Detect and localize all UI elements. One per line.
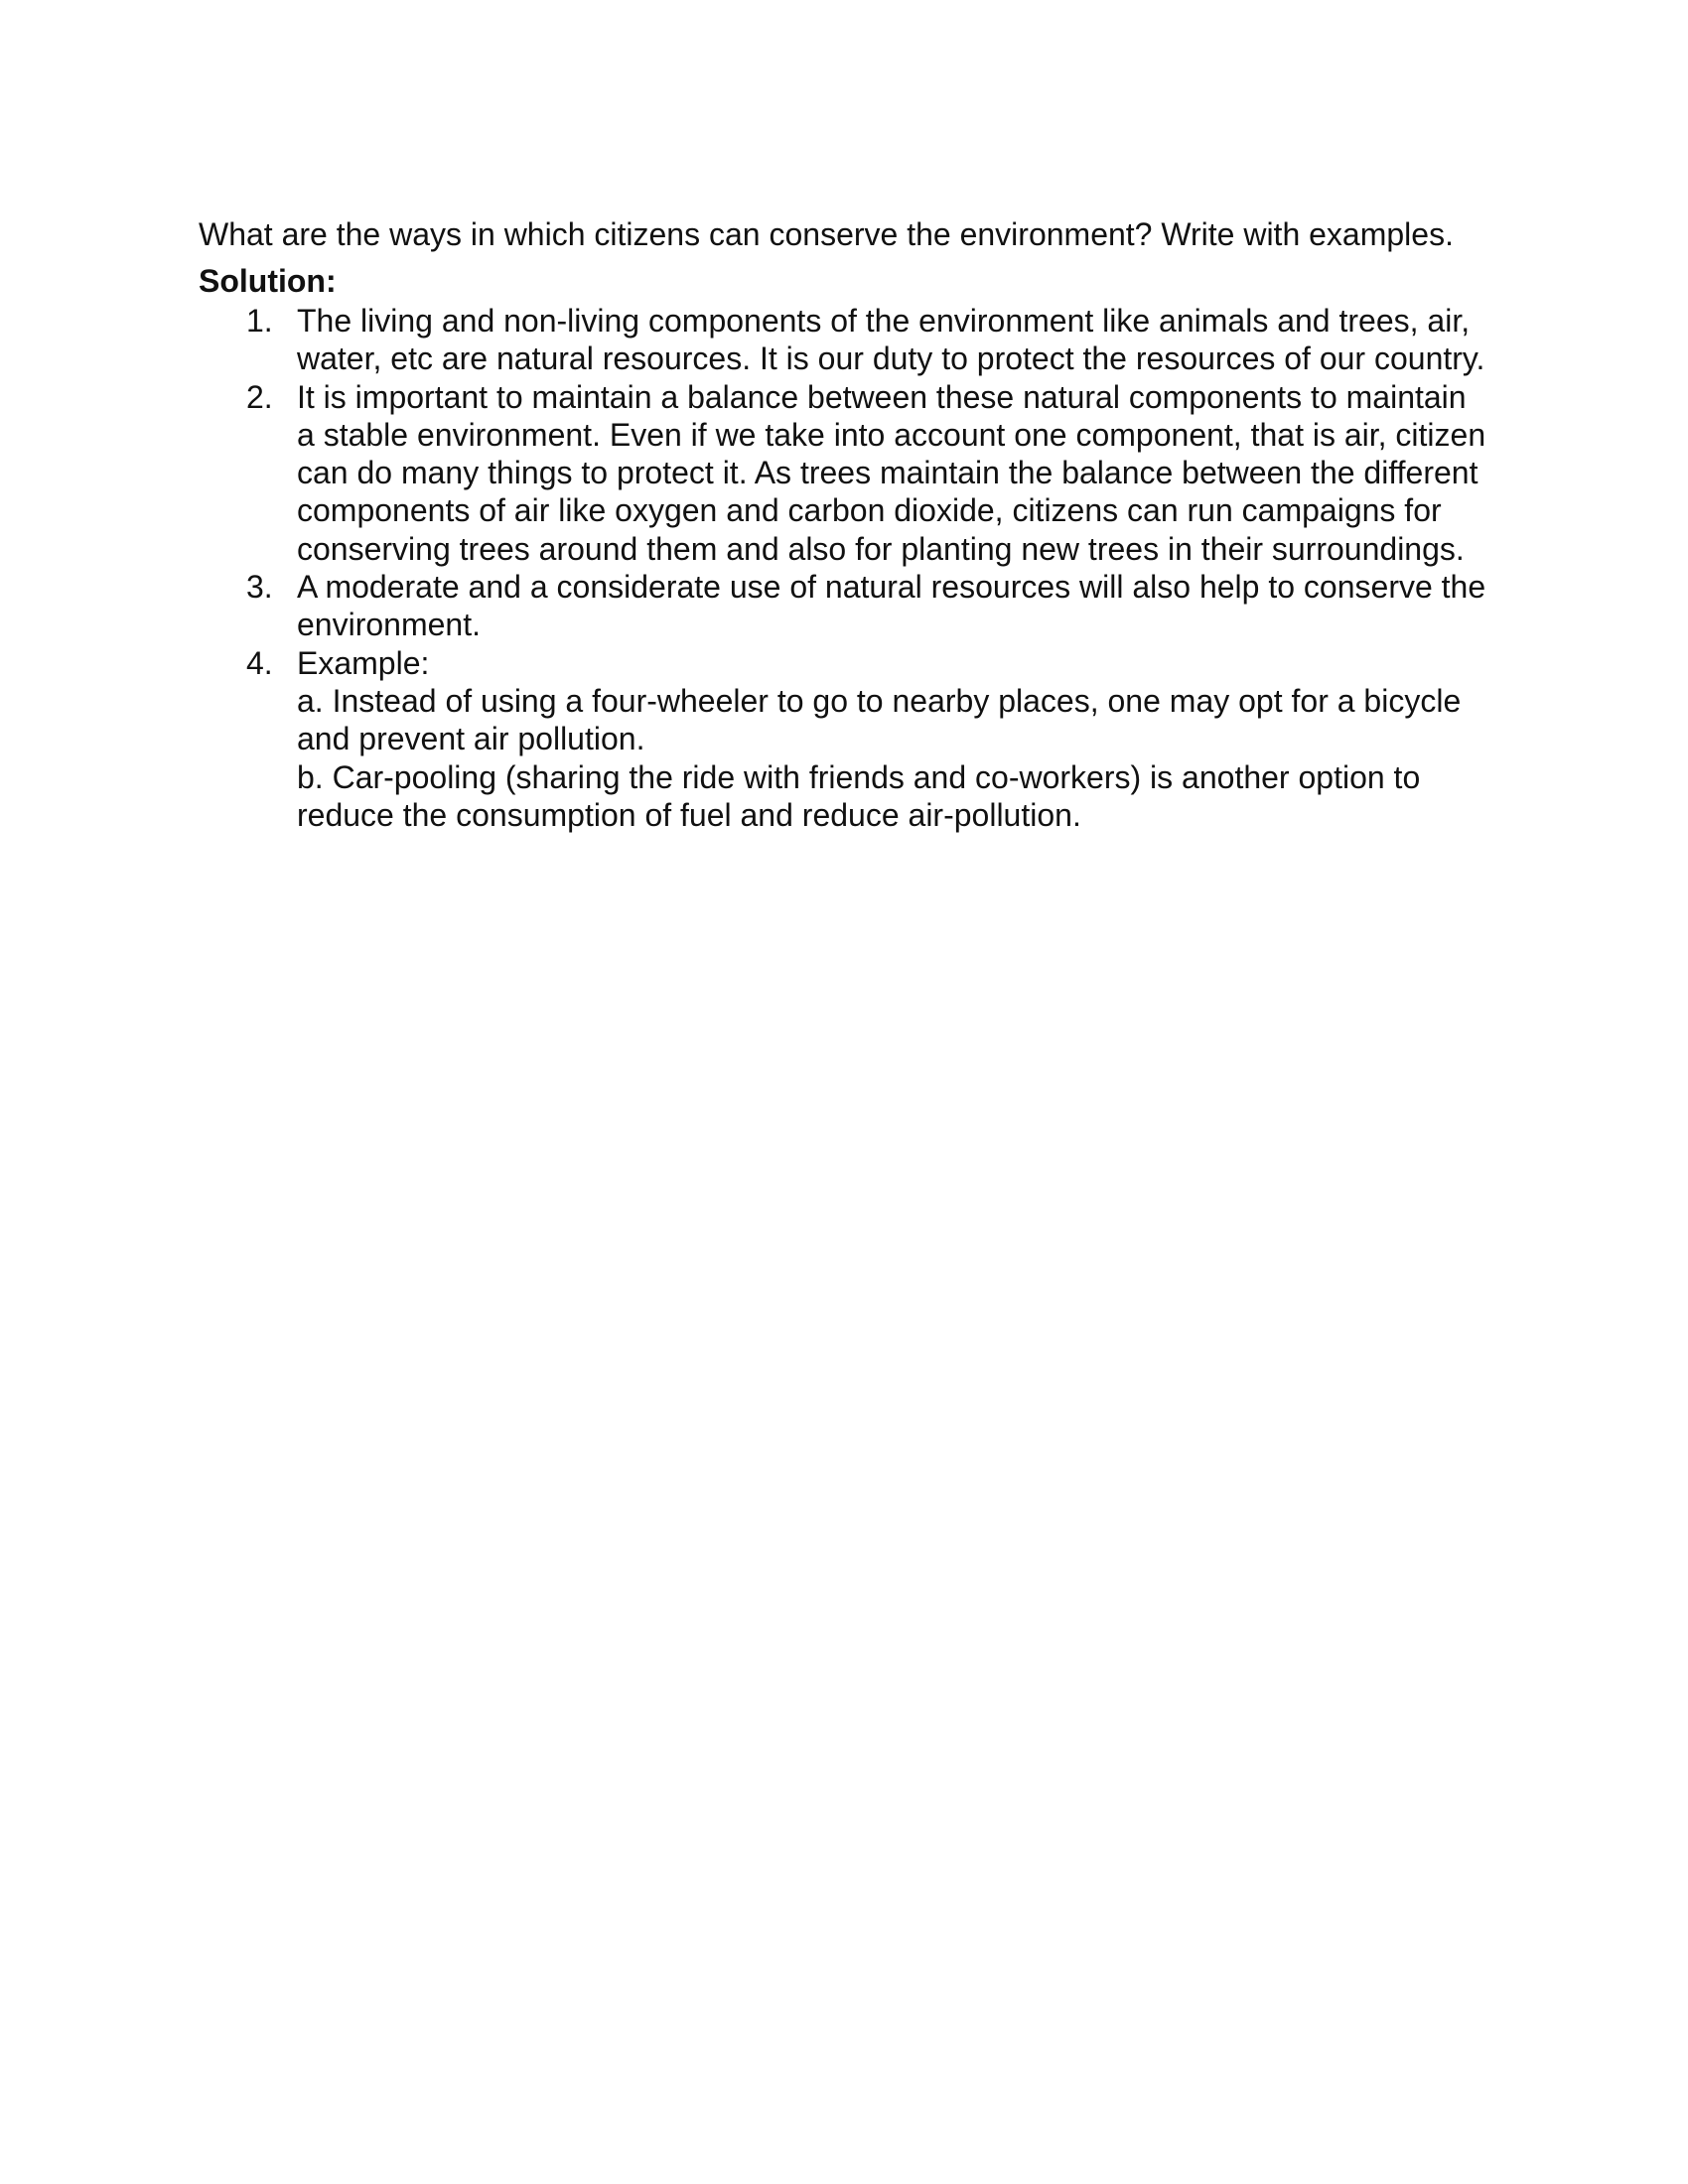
item-number: 3. — [246, 569, 273, 606]
example-sub-item-b: b. Car-pooling (sharing the ride with friends and co-workers) is another option to reduce the consumption of fuel and reduce air-pollution. — [297, 758, 1421, 833]
example-sub-item-a: a. Instead of using a four-wheeler to go to nearby places, one may opt for a bicycle and prevent air pollution. — [297, 682, 1462, 757]
item-text: Example: — [297, 644, 430, 681]
item-text: The living and non-living components of the environment like animals and trees, air, water, etc are natural resources. It is our duty to protect the resources of our country. — [297, 303, 1485, 377]
item-text: It is important to maintain a balance between these natural components to maintain a stable environment. Even if we take into account one component, that is air, citizen can do many things to protect it. As trees maintain the balance between the different components of air like oxygen and carbon dioxide, citizens can run campaigns for conserving trees around them and also for planting new trees in their surroundings. — [297, 378, 1486, 567]
item-number: 2. — [246, 378, 273, 415]
solution-item-3 — [199, 568, 1489, 644]
solution-item-2 — [199, 378, 1489, 568]
document-content — [199, 206, 1489, 834]
solution-heading: Solution: — [199, 263, 337, 299]
question-text: What are the ways in which citizens can conserve the environment? Write with examples. — [199, 216, 1454, 252]
item-text: A moderate and a considerate use of natural resources will also help to conserve the environment. — [297, 569, 1486, 643]
item-number: 1. — [246, 303, 273, 339]
solution-item-1 — [199, 302, 1489, 378]
solution-item-4 — [199, 644, 1489, 834]
item-number: 4. — [246, 644, 273, 681]
solution-list — [199, 302, 1489, 834]
